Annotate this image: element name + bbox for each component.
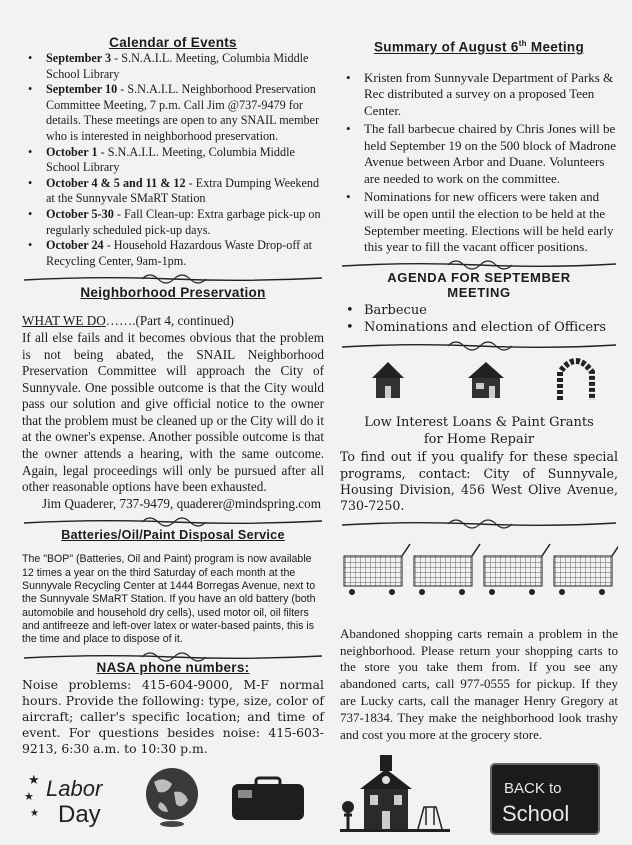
calendar-item: • October 4 & 5 and 11 & 12 - Extra Dumping Weekend at the Sunnyvale SMaRT Station (22, 176, 324, 207)
calendar-list (22, 51, 324, 269)
carts-body: Abandoned shopping carts remain a problem in the neighborhood. Please return your shopping carts to the store you take them from. If you see any abandoned carts, call 977-0555 for pickup. If they are Lucky carts, call the manager Henry Gregory at 737-1834. They make the neighborhood look trashy and cost you more at the grocery store. (340, 625, 618, 742)
svg-text:★: ★ (24, 790, 34, 803)
labor-day-logo (24, 770, 114, 828)
batteries-heading: Batteries/Oil/Paint Disposal Service (61, 528, 285, 543)
summary-item: • The fall barbecue chaired by Chris Jones will be held September 19 on the 500 block of Madrone Avenue between Arbor and Duane. Volunteers are needed to work on the committee. (340, 121, 618, 188)
svg-text:Labor: Labor (46, 775, 103, 801)
agenda-item: • Nominations and election of Officers (340, 319, 618, 336)
agenda-heading: AGENDA FOR SEPTEMBER MEETING (387, 270, 571, 301)
what-we-do-label: WHAT WE DO (22, 313, 106, 329)
calendar-item: • October 5-30 - Fall Clean-up: Extra garbage pick-up on regularly scheduled pick-up days. (22, 207, 324, 238)
svg-text:BACK to: BACK to (504, 780, 562, 798)
svg-text:★: ★ (28, 771, 40, 787)
agenda-item: • Barbecue (340, 302, 618, 319)
scroll-divider (22, 514, 324, 528)
loans-heading: Low Interest Loans & Paint Grants for Home Repair (364, 415, 594, 448)
cart-icon (554, 544, 618, 595)
schoolhouse-icon (340, 755, 460, 841)
shopping-carts-clipart (340, 542, 618, 606)
neighborhood-section: WHAT WE DO…….(Part 4, continued) If all else fails and it becomes obvious that the problem is not being abated, the SNAIL Neighborhood Preservation Committee will approach the City of Sunnyvale. One possible outcome is that the City would pass our solution and give official notice to the owner that the problem must be cleaned up or the City will do it at the owner's expense. Another possible outcome is that the owner attends a hearing, with the same outcome. Again, legal proceedings will only be pursued after all other reasonable options have been exhausted. Jim Quaderer, 737-9479, quaderer@mindspring.com (22, 313, 324, 511)
scroll-divider (22, 271, 324, 285)
right-column (340, 0, 618, 845)
clipart-row (22, 762, 324, 840)
summary-list (340, 70, 618, 257)
scroll-divider (340, 338, 618, 352)
cart-icon (344, 544, 410, 595)
back-to-school-chalkboard (490, 763, 600, 835)
svg-text:School: School (502, 801, 570, 827)
neighborhood-heading: Neighborhood Preservation (80, 285, 266, 301)
svg-text:Day: Day (58, 800, 101, 828)
summary-heading: Summary of August 6th Meeting (373, 39, 585, 55)
houses-clipart (340, 352, 618, 408)
summary-item: • Kristen from Sunnyvale Department of Parks & Rec distributed a survey on a proposed Teen Center. (340, 70, 618, 120)
loans-body: To find out if you qualify for these special programs, contact: City of Sunnyvale, Housing Division, 456 West Olive Avenue, 730-7250. (340, 449, 618, 514)
batteries-body: The "BOP" (Batteries, Oil and Paint) program is now available 12 times a year on the third Saturday of each month at the Sunnyvale Recycling Center at 1444 Borregas Avenue, next to the Sunnyvale SMaRT Station. If you have an old battery (both automobile and household dry cells), used motor oil, oil filters and antifreeze and left-over latex or water-based paints, this is the time and place to dispose of it. (22, 553, 316, 646)
cart-icon (484, 544, 550, 595)
lunchbox-icon (228, 776, 308, 824)
calendar-item: • October 1 - S.N.A.I.L. Meeting, Columbia Middle School Library (22, 145, 324, 176)
left-column (22, 0, 324, 840)
neighborhood-body: If all else fails and it becomes obvious that the problem is not being abated, the SNAIL Neighborhood Preservation Committee will approach the City of Sunnyvale. One possible outcome is that the City would pass our solution and give official notice to the owner that the problem must be cleaned up or the City will do it at the owner's expense. Another possible outcome is that the owner attends a hearing, with the same outcome. Again, legal proceedings will only be pursued after all other reasonable options have been exhausted. (22, 329, 324, 495)
house-icon (368, 358, 408, 400)
calendar-item: • September 3 - S.N.A.I.L. Meeting, Columbia Middle School Library (22, 51, 324, 82)
nasa-body: Noise problems: 415-604-9000, M-F normal hours. Provide the following: type, size, color of aircraft; caller's specific location; and time of event. For questions besides noise: 415-603-9213, 6:30 a.m. to 10:30 p.m. (22, 676, 324, 757)
arch-icon (554, 352, 598, 402)
summary-item: • Nominations for new officers were taken and will be open until the election to be held at the September meeting. Elections will be held early this year to fill the vacant officer positions. (340, 189, 618, 256)
neighborhood-contact: Jim Quaderer, 737-9479, quaderer@mindspring.com (42, 495, 321, 511)
nasa-heading: NASA phone numbers: (96, 659, 250, 675)
house-icon (464, 358, 508, 400)
svg-text:★: ★ (30, 807, 39, 819)
calendar-item: • September 10 - S.N.A.I.L. Neighborhood Preservation Committee Meeting, 7 p.m. Call Jim @737-9479 for details. These meetings are open to any SNAIL member who is interested in neighborhood preservation. (22, 82, 324, 144)
scroll-divider (340, 516, 618, 530)
globe-icon (140, 764, 204, 828)
scroll-divider (340, 257, 618, 271)
cart-icon (414, 544, 480, 595)
calendar-heading: Calendar of Events (109, 35, 237, 50)
school-clipart-row (340, 749, 618, 845)
agenda-list (340, 302, 618, 336)
calendar-item: • October 24 - Household Hazardous Waste Drop-off at Recycling Center, 9am-1pm. (22, 238, 324, 269)
